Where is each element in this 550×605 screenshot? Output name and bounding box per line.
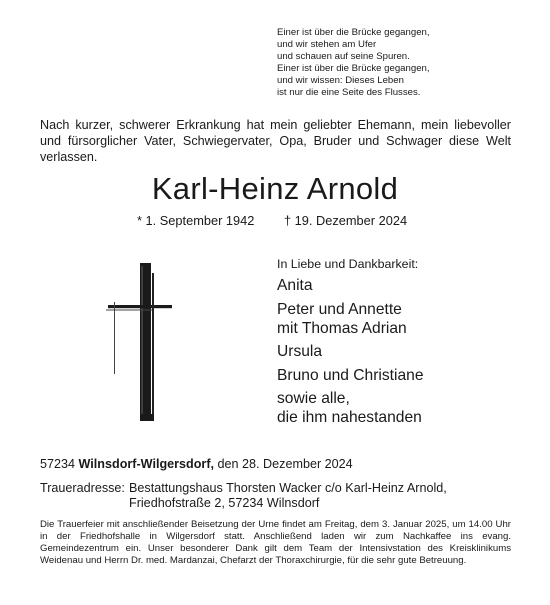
mourner-group (277, 300, 424, 338)
mourner-group (277, 276, 424, 295)
notice-date: den 28. Dezember 2024 (217, 457, 353, 471)
intro-text: Nach kurzer, schwerer Erkrankung hat mein geliebter Ehemann, mein liebevoller und fürsorglicher Vater, Schwiegervater, Opa, Bruder und Schwager diese Welt verlassen. (40, 118, 511, 164)
poem-line: und wir stehen am Ufer (277, 39, 377, 50)
mourner-name: Bruno und Christiane (277, 366, 424, 384)
postal-code: 57234 (40, 457, 76, 471)
mourner-group (277, 342, 424, 361)
poem (277, 27, 457, 99)
address-line: Bestattungshaus Thorsten Wacker c/o Karl-Heinz Arnold, (129, 481, 447, 495)
deceased-name: Karl-Heinz Arnold (151, 171, 399, 206)
mourner-group (277, 366, 424, 385)
dedication-line: In Liebe und Dankbarkeit: (277, 257, 419, 271)
poem-line: Einer ist über die Brücke gegangen, (277, 63, 430, 74)
cross-icon (106, 263, 176, 423)
mourners-list (277, 276, 424, 432)
poem-line: und wir wissen: Dieses Leben (277, 75, 404, 86)
mourner-name: Peter und Annette (277, 300, 402, 318)
death-date: † 19. Dezember 2024 (284, 213, 408, 228)
mourner-name: Anita (277, 277, 313, 294)
funeral-notice: Die Trauerfeier mit anschließender Beisetzung der Urne findet am Freitag, dem 3. Januar 2025, um 14.00 Uhr in der Friedhofshalle in Wilgersdorf statt. Anschließend laden wir zum Nachkaffee ins evang. Gemeindezentrum ein. Unser besonderer Dank gilt dem Team der Intensivstation des Kreisklinikums Weidenau und Herrn Dr. med. Mardanzai, Chefarzt der Thoraxchirurgie, für die sehr gute Betreuung. (40, 519, 511, 566)
address-line: Friedhofstraße 2, 57234 Wilnsdorf (129, 496, 320, 510)
mourner-group (277, 389, 424, 427)
mourner-name: sowie alle, (277, 390, 350, 407)
town-name: Wilnsdorf-Wilgersdorf, (78, 457, 215, 471)
poem-line: Einer ist über die Brücke gegangen, (277, 27, 430, 38)
poem-line: ist nur die eine Seite des Flusses. (277, 87, 421, 98)
place-and-date (40, 456, 353, 472)
address-label: Traueradresse: (40, 481, 125, 495)
mourner-name: Ursula (277, 343, 323, 360)
mourner-name: die ihm nahestanden (277, 409, 422, 426)
mourner-name: mit Thomas Adrian (277, 319, 407, 337)
birth-date: * 1. September 1942 (137, 213, 255, 228)
poem-line: und schauen auf seine Spuren. (277, 51, 410, 62)
